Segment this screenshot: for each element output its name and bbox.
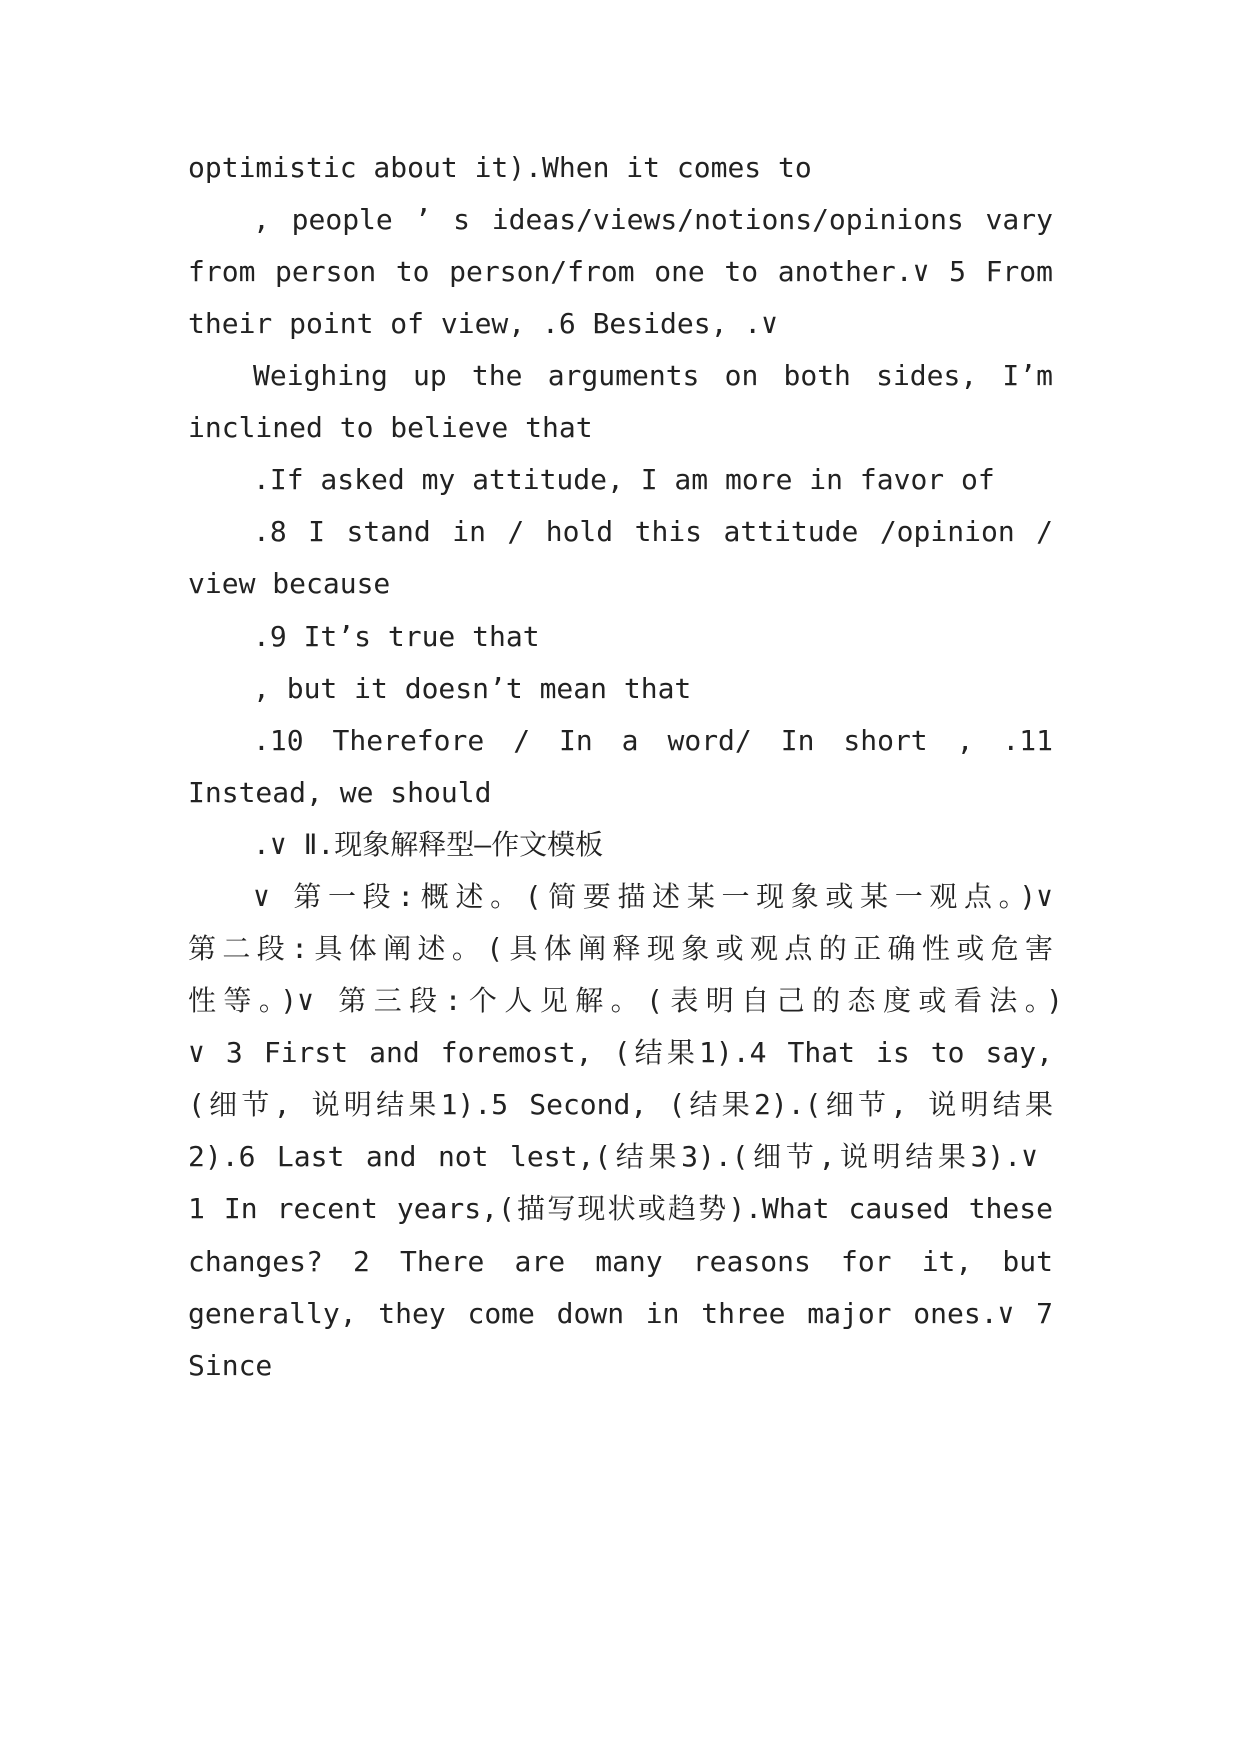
text-line: generally, they come down in three major ones.∨ 7 (188, 1297, 1053, 1330)
text-line: inclined to believe that (188, 411, 593, 444)
text-line: optimistic about it).When it comes to (188, 151, 812, 184)
text-line: Weighing up the arguments on both sides, I’m (253, 359, 1053, 392)
text-line: view because (188, 567, 391, 600)
text-line: 第二段:具体阐述。(具体阐释现象或观点的正确性或危害 (188, 932, 1053, 965)
text-line: their point of view, .6 Besides, .∨ (188, 307, 779, 340)
text-line: , people ’ s ideas/views/notions/opinions vary (253, 203, 1053, 236)
text-line: changes? 2 There are many reasons for it, but (188, 1245, 1053, 1278)
text-line: 2).6 Last and not lest,(结果3).(细节,说明结果3).∨ (188, 1140, 1038, 1173)
text-line: Since (188, 1349, 273, 1382)
text-line: (细节, 说明结果1).5 Second, (结果2).(细节, 说明结果 (188, 1088, 1053, 1121)
text-line: Instead, we should (188, 776, 492, 809)
text-line: .8 I stand in / hold this attitude /opinion / (253, 515, 1053, 548)
text-line: .If asked my attitude, I am more in favor of (253, 463, 995, 496)
text-line: .9 It’s true that (253, 620, 540, 653)
text-line: 1 In recent years,(描写现状或趋势).What caused these (188, 1192, 1053, 1225)
text-line: .∨ Ⅱ.现象解释型—作文模板 (253, 828, 604, 861)
text-line: ∨ 3 First and foremost, (结果1).4 That is to say, (188, 1036, 1053, 1069)
text-line: from person to person/from one to another.∨ 5 From (188, 255, 1053, 288)
text-line: , but it doesn’t mean that (253, 672, 692, 705)
text-line: .10 Therefore / In a word/ In short , .11 (253, 724, 1053, 757)
text-line: 性等。)∨ 第三段:个人见解。(表明自己的态度或看法。) (188, 984, 1063, 1017)
text-line: ∨ 第一段:概述。(简要描述某一现象或某一观点。)∨ (253, 880, 1053, 913)
